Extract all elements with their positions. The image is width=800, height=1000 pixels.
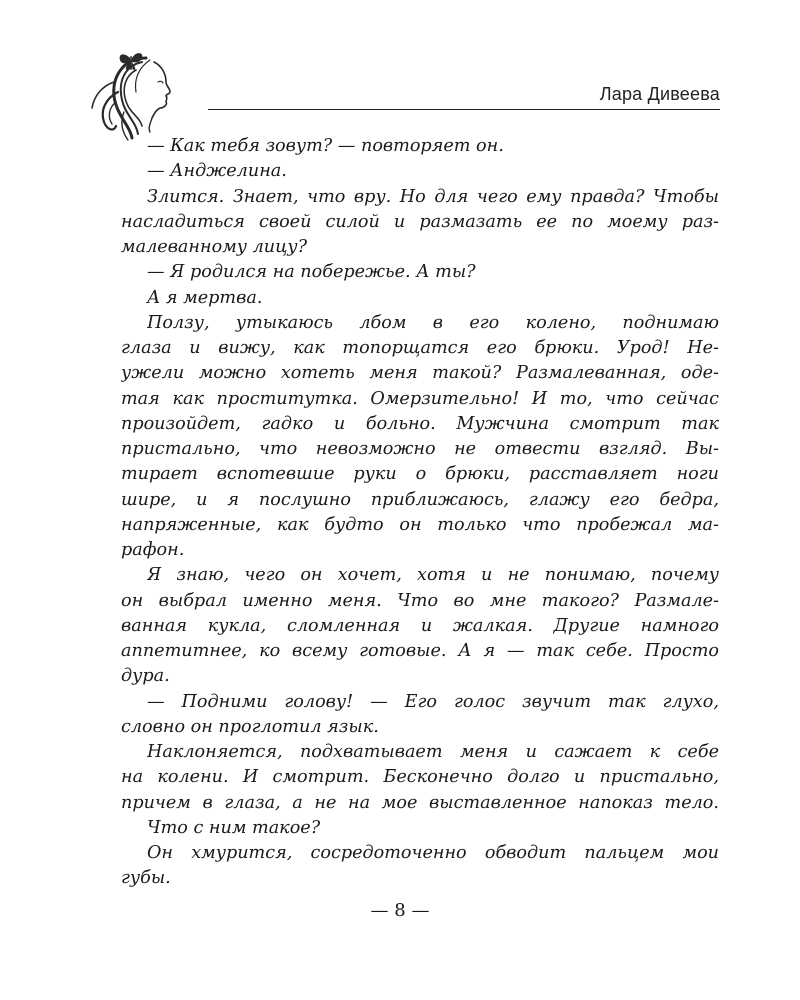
page-body-text bbox=[121, 134, 719, 892]
text-line: ужели можно хотеть меня такой? Размалеванная, оде- bbox=[121, 363, 719, 384]
text-line: Ползу, утыкаюсь лбом в его колено, поднимаю bbox=[147, 312, 719, 333]
text-line: пристально, что невозможно не отвести взгляд. Вы- bbox=[121, 439, 719, 459]
text-line: аппетитнее, ко всему готовые. А я — так себе. Просто bbox=[121, 641, 719, 661]
text-line: Злится. Знает, что вру. Но для чего ему правда? Чтобы bbox=[147, 186, 719, 207]
text-line: А я мертва. bbox=[147, 287, 263, 308]
text-line: губы. bbox=[121, 868, 171, 889]
text-line: — Я родился на побережье. А ты? bbox=[147, 262, 476, 283]
page-number: — 8 — bbox=[370, 900, 430, 921]
text-line: причем в глаза, а не на мое выставленное напоказ тело. bbox=[121, 792, 719, 813]
text-line: Наклоняется, подхватывает меня и сажает к себе bbox=[147, 742, 719, 762]
text-line: шире, и я послушно приближаюсь, глажу его бедра, bbox=[121, 489, 719, 510]
text-line: на колени. И смотрит. Бесконечно долго и пристально, bbox=[121, 767, 719, 788]
header-divider bbox=[208, 109, 720, 110]
text-line: — Подними голову! — Его голос звучит так глухо, bbox=[147, 691, 719, 712]
text-line: ванная кукла, сломленная и жалкая. Другие намного bbox=[121, 615, 719, 636]
text-line: Он хмурится, сосредоточенно обводит пальцем мои bbox=[147, 843, 719, 863]
text-line: напряженные, как будто он только что пробежал ма- bbox=[121, 514, 719, 535]
text-line: рафон. bbox=[121, 540, 185, 560]
text-line: — Анджелина. bbox=[147, 161, 287, 182]
text-line: Я знаю, чего он хочет, хотя и не понимаю, почему bbox=[147, 565, 719, 586]
text-line: он выбрал именно меня. Что во мне такого? Размале- bbox=[121, 590, 719, 611]
text-line: насладиться своей силой и размазать ее по моему раз- bbox=[121, 211, 719, 232]
running-header-author: Лара Дивеева bbox=[599, 84, 720, 104]
text-line: тирает вспотевшие руки о брюки, расставляет ноги bbox=[121, 464, 719, 485]
text-line: тая как проститутка. Омерзительно! И то, что сейчас bbox=[121, 388, 719, 409]
text-line: произойдет, гадко и больно. Мужчина смотрит так bbox=[121, 413, 719, 434]
text-line: глаза и вижу, как топорщатся его брюки. Урод! Не- bbox=[121, 338, 719, 358]
text-line: Что с ним такое? bbox=[147, 817, 321, 838]
text-line: словно он проглотил язык. bbox=[121, 716, 379, 737]
text-line: малеванному лицу? bbox=[121, 237, 308, 257]
woman-silhouette-butterfly-icon bbox=[88, 52, 194, 144]
text-line: дура. bbox=[121, 666, 170, 687]
text-line: — Как тебя зовут? — повторяет он. bbox=[147, 136, 504, 156]
